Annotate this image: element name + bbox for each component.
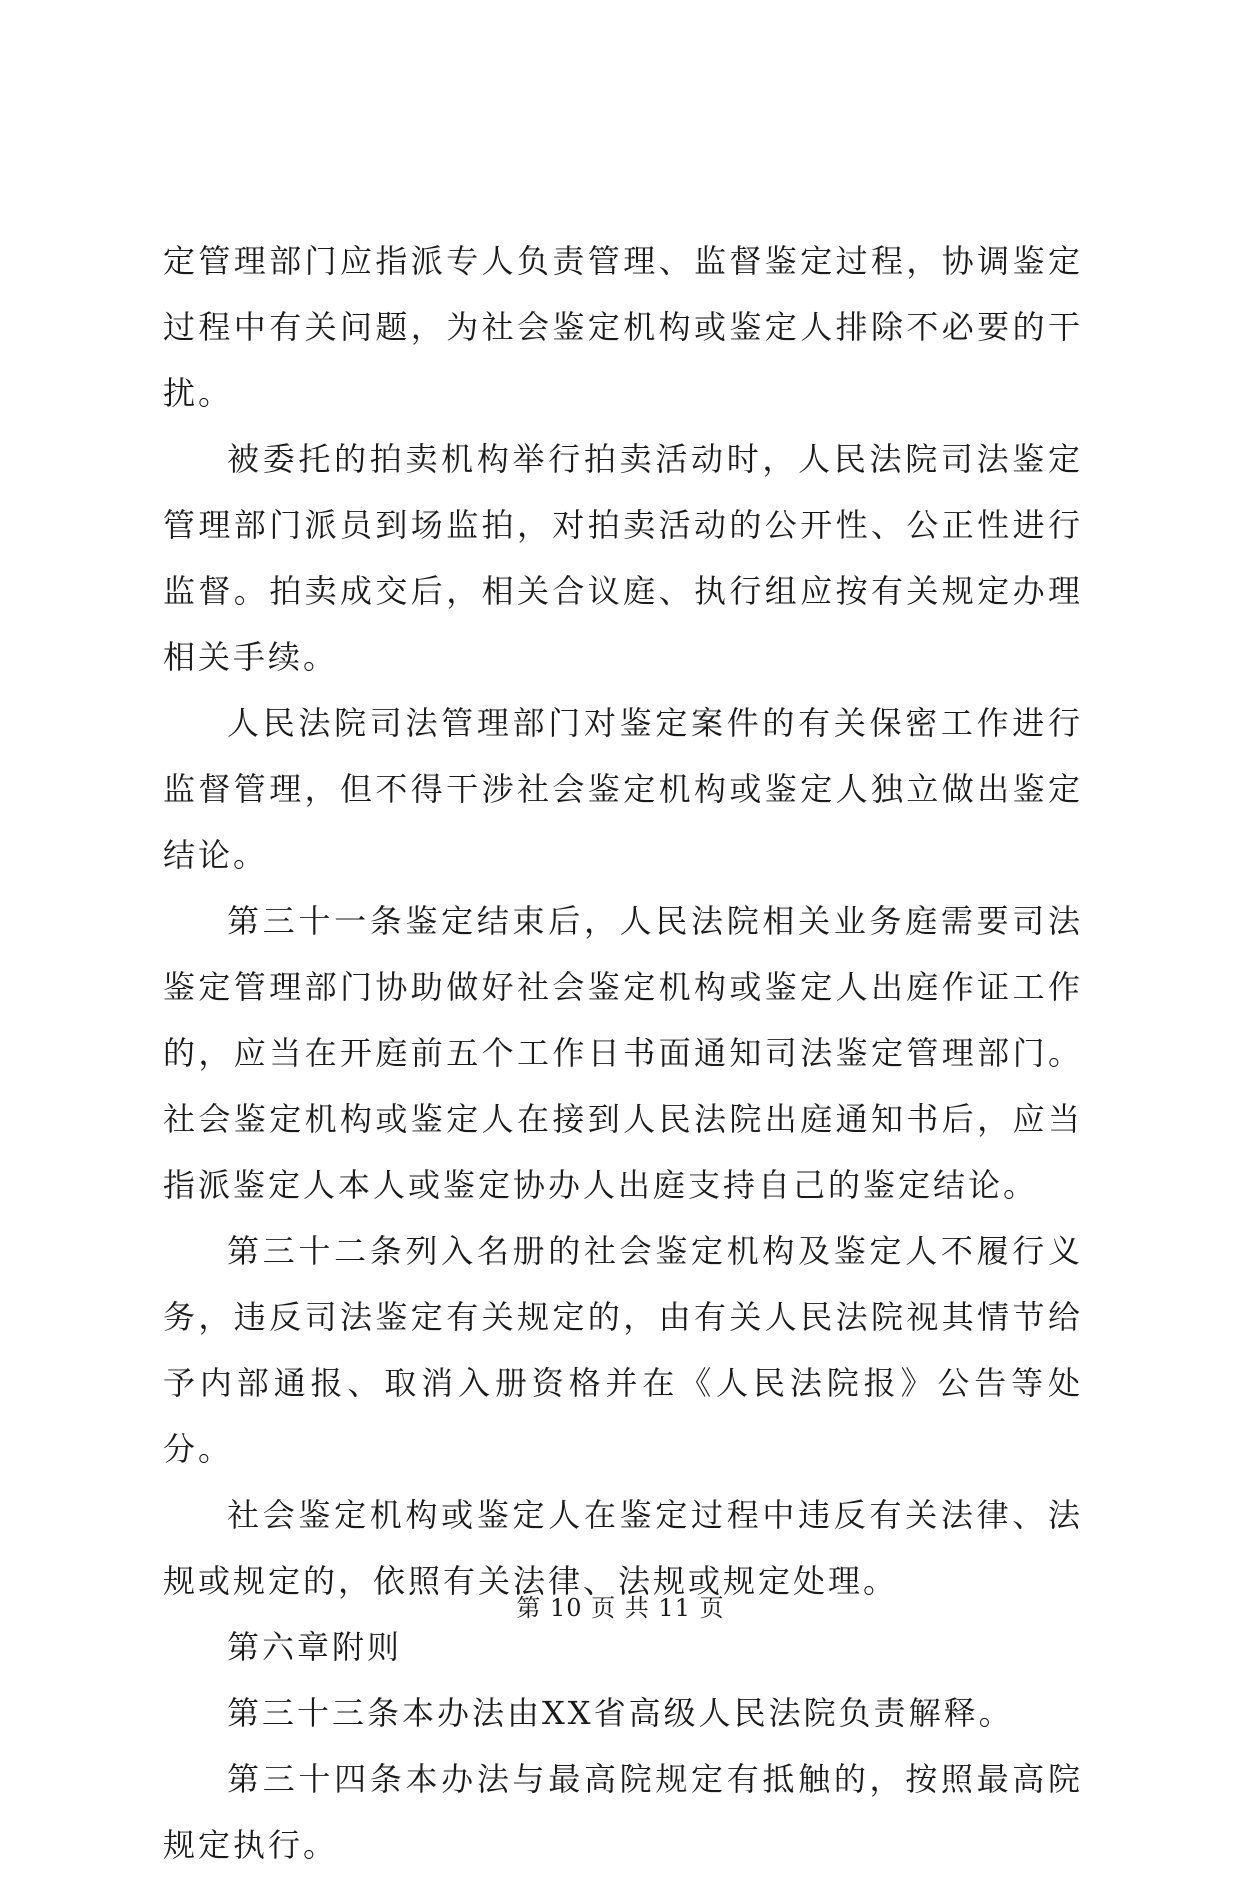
document-body: [163, 228, 1083, 1878]
paragraph-auction-supervision: 被委托的拍卖机构举行拍卖活动时，人民法院司法鉴定管理部门派员到场监拍，对拍卖活动的公开性、公正性进行监督。拍卖成交后，相关合议庭、执行组应按有关规定办理相关手续。: [163, 440, 1083, 676]
paragraph-article-32: 第三十二条列入名册的社会鉴定机构及鉴定人不履行义务，违反司法鉴定有关规定的，由有关人民法院视其情节给予内部通报、取消入册资格并在《人民法院报》公告等处分。: [163, 1232, 1083, 1468]
chapter-heading: 第六章附则: [227, 1628, 403, 1666]
paragraph-continuation: 定管理部门应指派专人负责管理、监督鉴定过程，协调鉴定过程中有关问题，为社会鉴定机构或鉴定人排除不必要的干扰。: [163, 242, 1083, 412]
page-number-footer: 第 10 页 共 11 页: [516, 1594, 725, 1622]
paragraph-article-34: 第三十四条本办法与最高院规定有抵触的，按照最高院规定执行。: [163, 1760, 1083, 1864]
paragraph-confidentiality: 人民法院司法管理部门对鉴定案件的有关保密工作进行监督管理，但不得干涉社会鉴定机构或鉴定人独立做出鉴定结论。: [163, 704, 1083, 874]
paragraph-article-33: 第三十三条本办法由XX省高级人民法院负责解释。: [227, 1694, 1014, 1732]
paragraph-violation-handling: 社会鉴定机构或鉴定人在鉴定过程中违反有关法律、法规或规定的，依照有关法律、法规或规定处理。: [163, 1496, 1083, 1600]
paragraph-article-31: 第三十一条鉴定结束后，人民法院相关业务庭需要司法鉴定管理部门协助做好社会鉴定机构或鉴定人出庭作证工作的，应当在开庭前五个工作日书面通知司法鉴定管理部门。社会鉴定机构或鉴定人在接到人民法院出庭通知书后，应当指派鉴定人本人或鉴定协办人出庭支持自己的鉴定结论。: [163, 902, 1083, 1204]
